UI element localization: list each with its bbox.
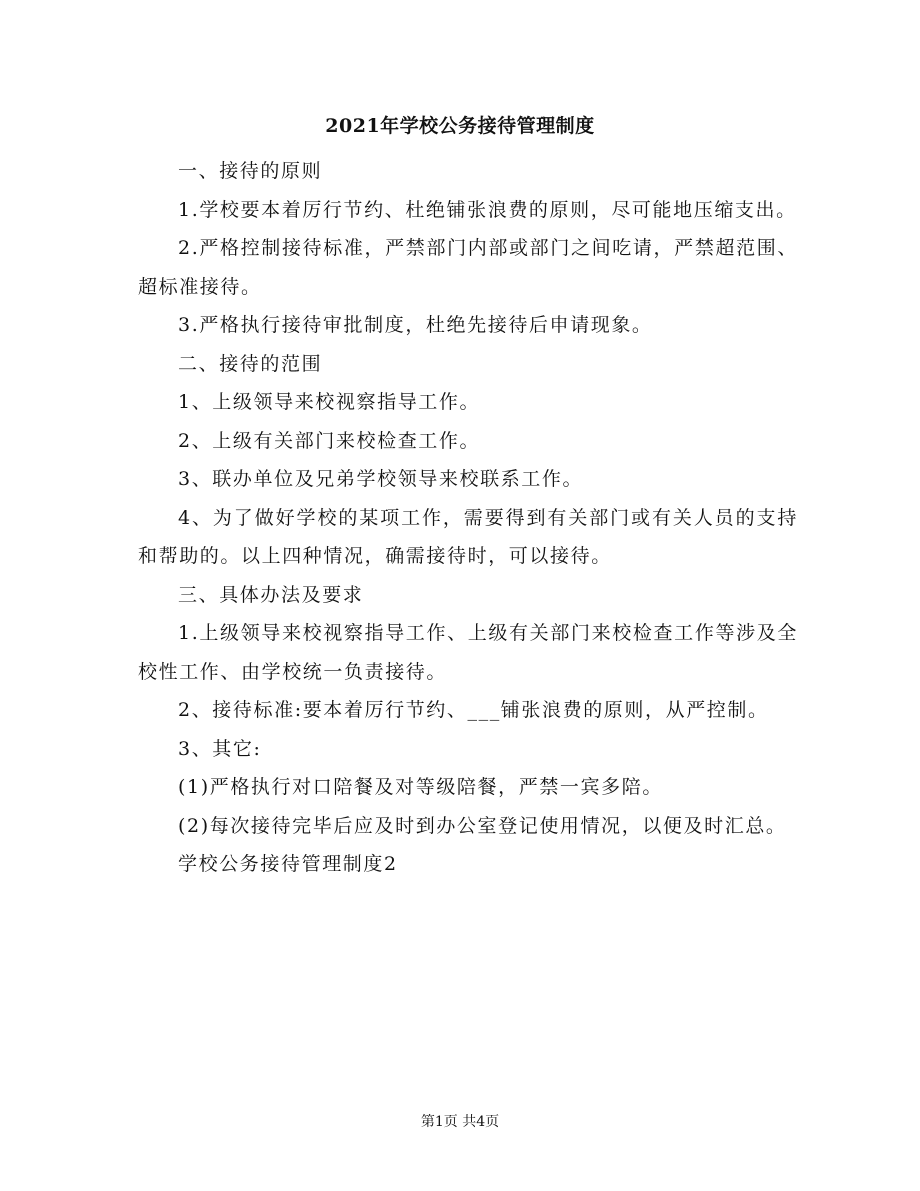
paragraph: 3、联办单位及兄弟学校领导来校联系工作。	[178, 468, 584, 490]
paragraph: 2.严格控制接待标准，严禁部门内部或部门之间吃请，严禁超范围、超标准接待。	[138, 237, 798, 298]
document-title: 2021年学校公务接待管理制度	[325, 115, 595, 137]
paragraph: 1、上级领导来校视察指导工作。	[178, 391, 481, 413]
paragraph: 3.严格执行接待审批制度，杜绝先接待后申请现象。	[178, 314, 653, 336]
paragraph: 3、其它:	[178, 737, 262, 760]
section-heading-scope: 二、接待的范围	[178, 352, 323, 375]
paragraph: 2、接待标准:要本着厉行节约、___铺张浪费的原则，从严控制。	[178, 699, 769, 721]
section-heading-principles: 一、接待的原则	[178, 160, 323, 182]
document-body	[138, 152, 798, 884]
paragraph: (1)严格执行对口陪餐及对等级陪餐，严禁一宾多陪。	[178, 776, 663, 798]
page-number: 第1页 共4页	[420, 1114, 500, 1130]
paragraph: 2、上级有关部门来校检查工作。	[178, 429, 481, 452]
paragraph: 1.学校要本着厉行节约、杜绝铺张浪费的原则，尽可能地压缩支出。	[178, 198, 797, 221]
section-heading-methods: 三、具体办法及要求	[178, 583, 364, 606]
paragraph: (2)每次接待完毕后应及时到办公室登记使用情况，以便及时汇总。	[178, 814, 787, 837]
next-document-title: 学校公务接待管理制度2	[178, 853, 398, 875]
paragraph: 1.上级领导来校视察指导工作、上级有关部门来校检查工作等涉及全校性工作、由学校统一负责接待。	[138, 622, 798, 683]
paragraph: 4、为了做好学校的某项工作，需要得到有关部门或有关人员的支持和帮助的。以上四种情况，确需接待时，可以接待。	[138, 506, 798, 567]
